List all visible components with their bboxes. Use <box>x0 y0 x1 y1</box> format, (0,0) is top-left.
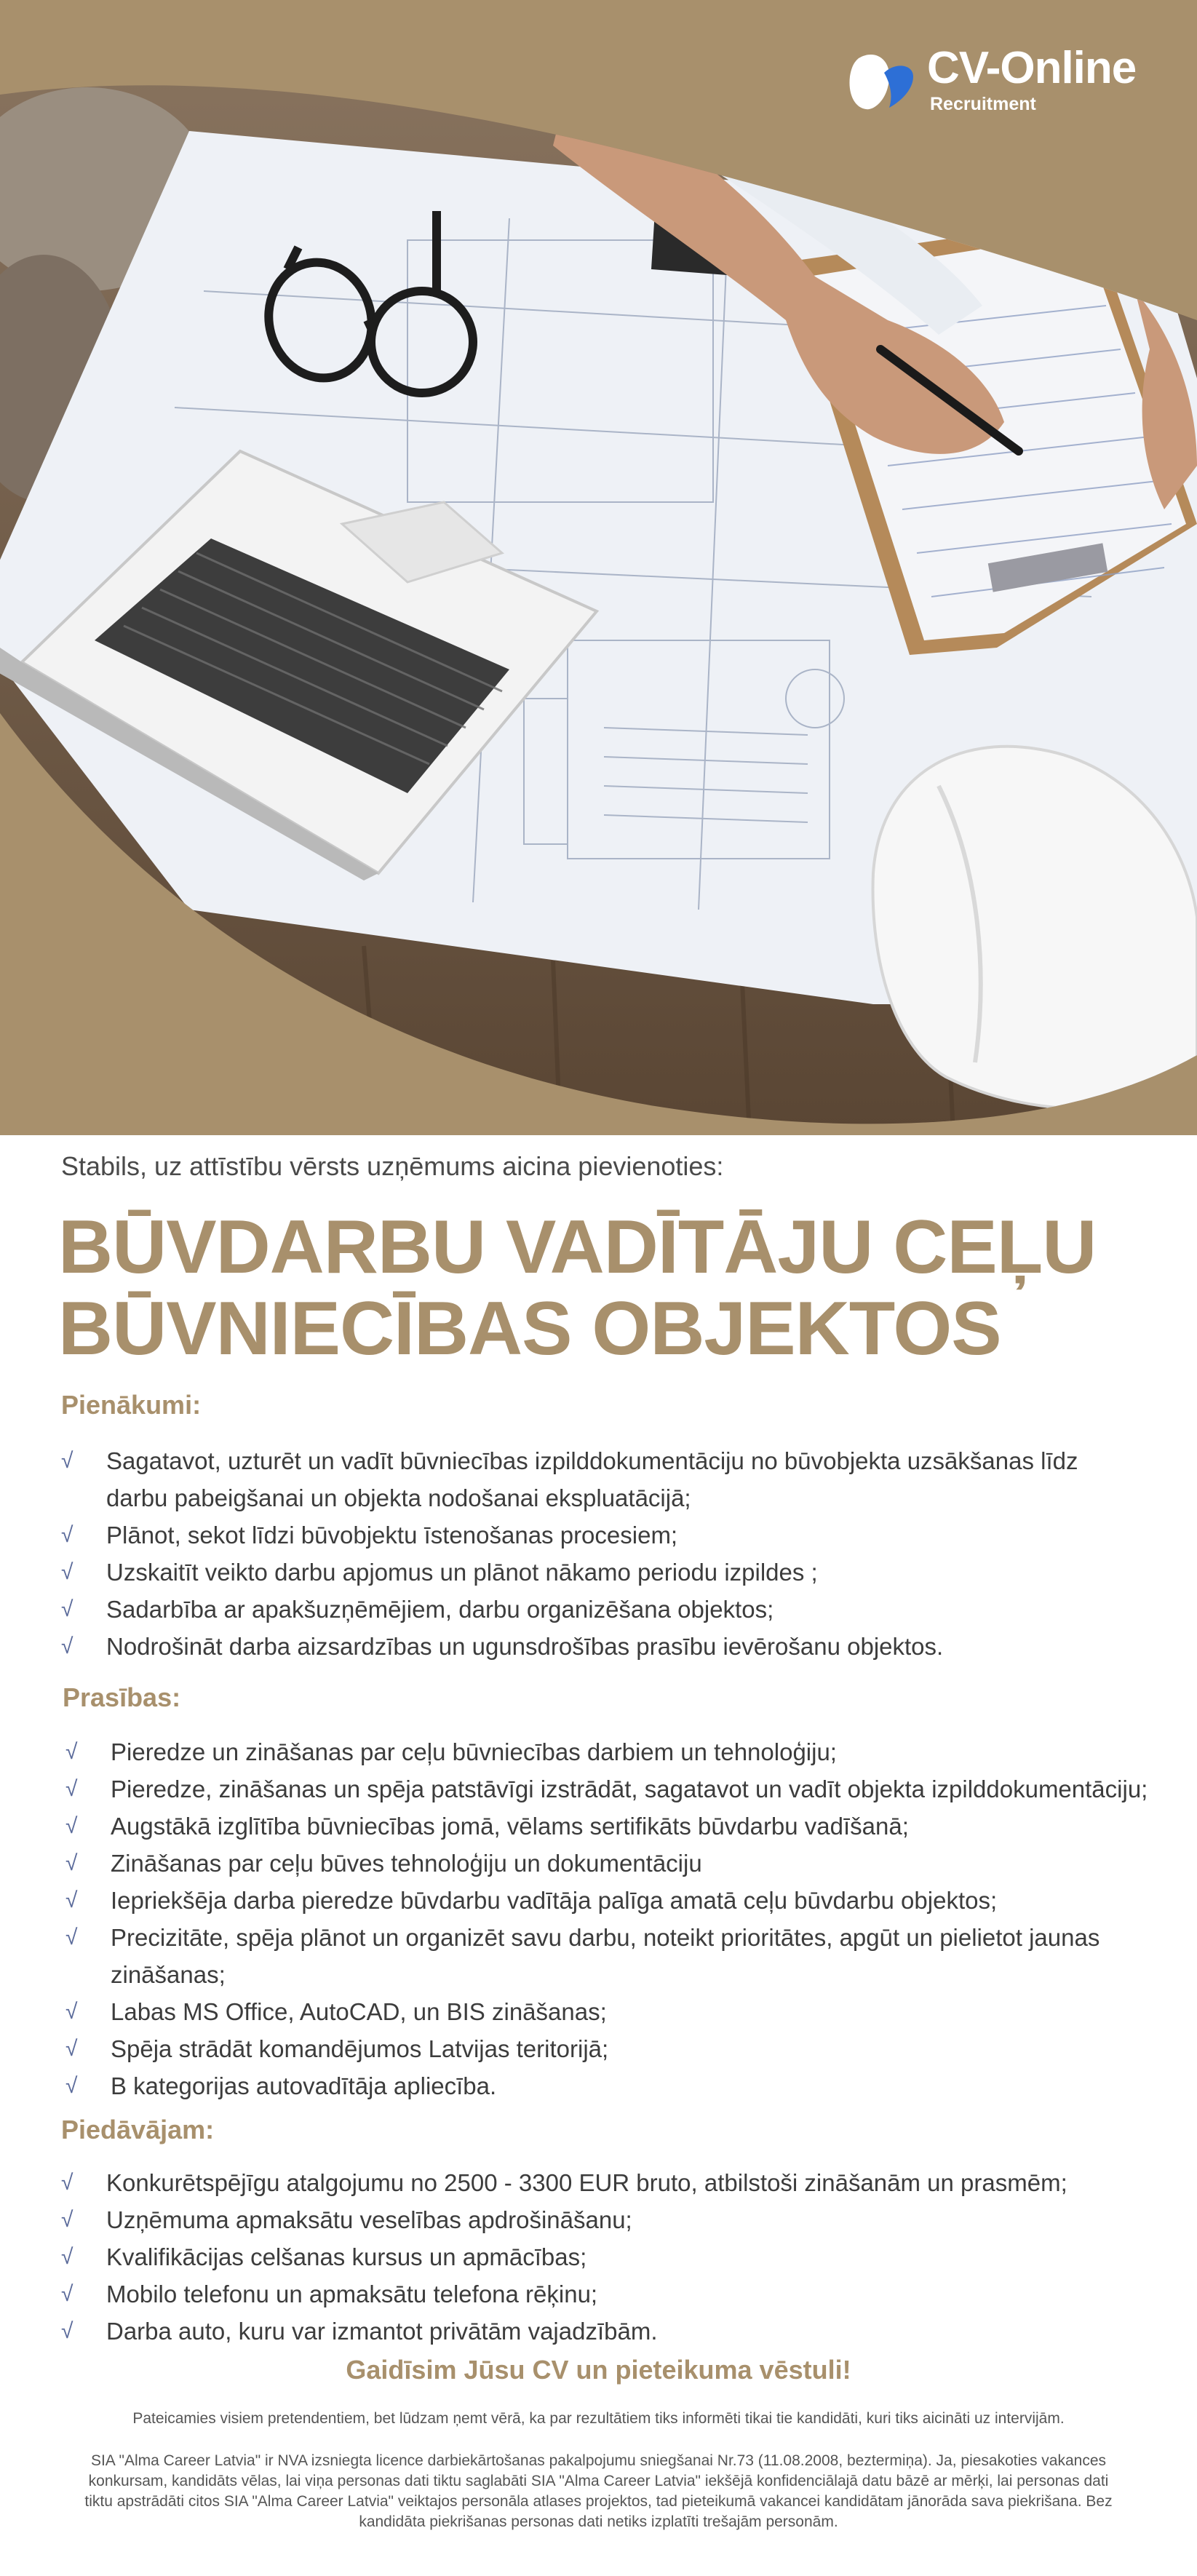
list-item: √ Pieredze un zināšanas par ceļu būvniecības darbiem un tehnoloģiju; <box>65 1733 1186 1770</box>
check-icon: √ <box>61 1449 73 1473</box>
check-icon: √ <box>61 2245 73 2269</box>
list-item: √ Darba auto, kuru var izmantot privātām vajadzībām. <box>61 2313 1153 2350</box>
list-item: √ Plānot, sekot līdzi būvobjektu īstenošanas procesiem; <box>61 1516 1131 1554</box>
check-icon: √ <box>61 1523 73 1547</box>
duties-list <box>61 1442 1131 1665</box>
check-icon: √ <box>65 1777 78 1801</box>
offer-heading: Piedāvājam: <box>61 2115 215 2144</box>
list-item: √ Kvalifikācijas celšanas kursus un apmācības; <box>61 2238 1153 2275</box>
check-icon: √ <box>65 1888 78 1912</box>
list-item: √ Sadarbība ar apakšuzņēmējiem, darbu organizēšana objektos; <box>61 1591 1131 1628</box>
check-icon: √ <box>65 2000 78 2024</box>
check-icon: √ <box>65 1925 78 1949</box>
offer-list <box>61 2164 1153 2350</box>
job-title <box>58 1206 1179 1370</box>
list-item: √ Nodrošināt darba aizsardzības un ugunsdrošības prasību ievērošanu objektos. <box>61 1628 1131 1665</box>
call-to-action: Gaidīsim Jūsu CV un pieteikuma vēstuli! <box>346 2355 851 2385</box>
brand-name: CV-Online <box>927 42 1137 93</box>
list-item: √ Iepriekšēja darba pieredze būvdarbu vadītāja palīga amatā ceļu būvdarbu objektos; <box>65 1882 1186 1919</box>
list-item: √ Uzskaitīt veikto darbu apjomus un plānot nākamo periodu izpildes ; <box>61 1554 1131 1591</box>
list-item: √ Augstākā izglītība būvniecības jomā, vēlams sertifikāts būvdarbu vadīšanā; <box>65 1808 1186 1845</box>
license-text: SIA "Alma Career Latvia" ir NVA izsniegta licence darbiekārtošanas pakalpojumu sniegšanai Nr.73 (11.08.2008, beztermiņa). Ja, piesakoties vakances konkursam, kandidāts vēlas, lai viņa personas dati tiktu saglabāti SIA "Alma Career Latvia" iekšējā konfidenciālajā datu bāzē ar mērķi, lai personas dati tiktu apstrādāti citos SIA "Alma Career Latvia" veiktajos personāla atlases projektos, tad pieteikumā vakancei kandidātam jānorāda sava piekrišana. Bez kandidāta piekrišanas personas dati netiks izplatīti trešajām personām. <box>84 2452 1113 2530</box>
list-item: √ Labas MS Office, AutoCAD, un BIS zināšanas; <box>65 1993 1186 2030</box>
list-item: √ Mobilo telefonu un apmaksātu telefona rēķinu; <box>61 2275 1153 2313</box>
job-title-line-2: BŪVNIECĪBAS OBJEKTOS <box>58 1287 1001 1371</box>
check-icon: √ <box>65 2074 78 2098</box>
requirements-list <box>61 1733 1186 2104</box>
check-icon: √ <box>61 1560 73 1584</box>
check-icon: √ <box>61 2282 73 2306</box>
disclaimer-text: Pateicamies visiem pretendentiem, bet lūdzam ņemt vērā, ka par rezultātiem tiks informēti tikai tie kandidāti, kuri tiks aicināti uz intervijām. <box>132 2410 1065 2427</box>
check-icon: √ <box>61 2208 73 2232</box>
check-icon: √ <box>61 2319 73 2343</box>
job-title-line-1: BŪVDARBU VADĪTĀJU CEĻU <box>58 1205 1097 1289</box>
check-icon: √ <box>65 1851 78 1875</box>
check-icon: √ <box>65 1814 78 1838</box>
list-item: √ Uzņēmuma apmaksātu veselības apdrošināšanu; <box>61 2201 1153 2238</box>
list-item: √ Spēja strādāt komandējumos Latvijas teritorijā; <box>65 2030 1186 2067</box>
intro-text: Stabils, uz attīstību vērsts uzņēmums aicina pievienoties: <box>61 1151 724 1181</box>
brand-logo[interactable] <box>844 44 1136 116</box>
check-icon: √ <box>61 2171 73 2195</box>
hero-banner <box>0 0 1197 1135</box>
duties-heading: Pienākumi: <box>61 1390 202 1420</box>
brand-subtitle: Recruitment <box>930 93 1036 114</box>
cv-online-logo-icon <box>844 44 917 116</box>
list-item: √ Zināšanas par ceļu būves tehnoloģiju un dokumentāciju <box>65 1845 1186 1882</box>
check-icon: √ <box>65 2037 78 2061</box>
hero-photo <box>0 0 1197 1135</box>
list-item: √ Pieredze, zināšanas un spēja patstāvīgi izstrādāt, sagatavot un vadīt objekta izpilddokumentāciju; <box>65 1770 1186 1808</box>
check-icon: √ <box>61 1634 73 1658</box>
check-icon: √ <box>61 1597 73 1621</box>
list-item: √ Precizitāte, spēja plānot un organizēt savu darbu, noteikt prioritātes, apgūt un pielietot jaunas zināšanas; <box>65 1919 1180 1993</box>
list-item: √ B kategorijas autovadītāja apliecība. <box>65 2067 1186 2104</box>
check-icon: √ <box>65 1740 78 1764</box>
list-item: √ Konkurētspējīgu atalgojumu no 2500 - 3300 EUR bruto, atbilstoši zināšanām un prasmēm; <box>61 2164 1153 2201</box>
list-item: √ Sagatavot, uzturēt un vadīt būvniecības izpilddokumentāciju no būvobjekta uzsākšanas līdz darbu pabeigšanai un objekta nodošanai ekspluatācijā; <box>61 1442 1131 1516</box>
requirements-heading: Prasības: <box>63 1682 181 1712</box>
